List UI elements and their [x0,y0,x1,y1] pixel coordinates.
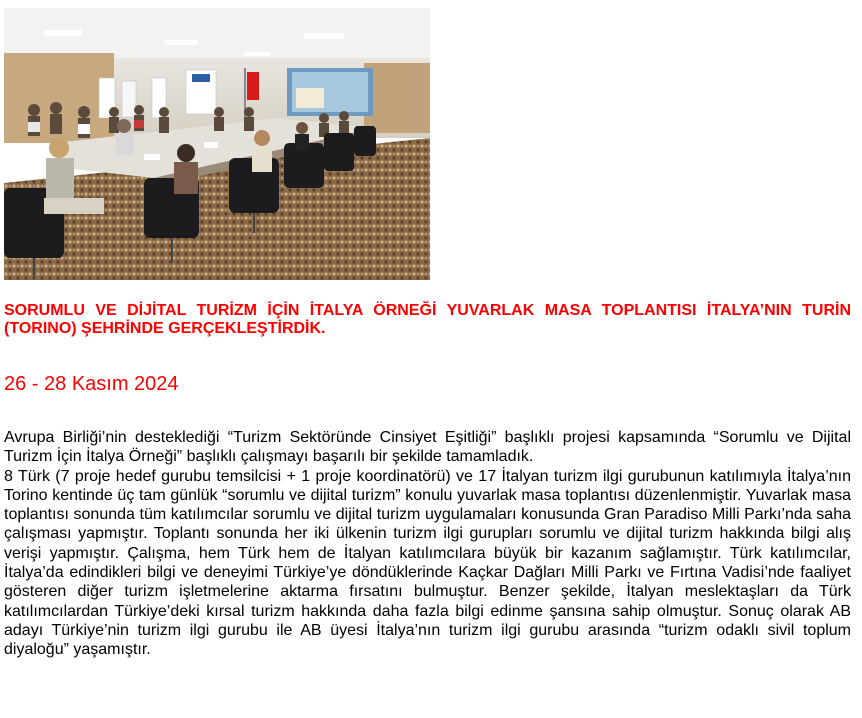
article-date: 26 - 28 Kasım 2024 [4,373,179,395]
article-body [4,428,851,660]
article-headline: SORUMLU VE DİJİTAL TURİZM İÇİN İTALYA ÖRNEĞİ YUVARLAK MASA TOPLANTISI İTALYA’NIN TURİN (TORINO) ŞEHRİNDE GERÇEKLEŞTİRDİK. [4,302,851,337]
body-paragraph-details: 8 Türk (7 proje hedef gurubu temsilcisi + 1 proje koordinatörü) ve 17 İtalyan turizm ilgi gurubunun katılımıyla İtalya’nın Torino kentinde üç tam günlük “sorumlu ve dijital turizm” konulu yuvarlak masa toplantısı düzenlenmiştir. Yuvarlak masa toplantısı sonunda tüm katılımcılar sorumlu ve dijital turizm uygulamaları konusunda Gran Paradiso Milli Parkı’nda saha çalışması yapmıştır. Toplantı sonunda her iki ülkenin turizm ilgi gurupları sorumlu ve dijital turizm hakkında bilgi alış verişi yapmıştır. Çalışma, hem Türk hem de İtalyan katılımcılara büyük bir kazanım sağlamıştır. Türk katılımcılar, İtalya’da edindikleri bilgi ve deneyimi Türkiye’ye döndüklerinde Kaçkar Dağları Milli Parkı ve Fırtına Vadisi’nde faaliyet gösteren diğer turizm işletmelerine aktarma fırsatını bulmuştur. Benzer şekilde, İtalyan meslektaşları da Türk katılımcılardan Türkiye’deki kırsal turizm hakkında daha fazla bilgi edinme şansına sahip olmuştur. Sonuç olarak AB adayı Türkiye’nin turizm ilgi gurubu ile AB üyesi İtalya’nın turizm ilgi gurubu arasında “turizm odaklı sivil toplum diyaloğu” yaşamıştır. [4,467,851,659]
body-paragraph-intro: Avrupa Birliği’nin desteklediği “Turizm Sektöründe Cinsiyet Eşitliği” başlıklı projesi kapsamında “Sorumlu ve Dijital Turizm İçin İtalya Örneği” başlıklı çalışmayı başarılı bir şekilde tamamladık. [4,429,851,466]
meeting-photo [4,8,430,280]
